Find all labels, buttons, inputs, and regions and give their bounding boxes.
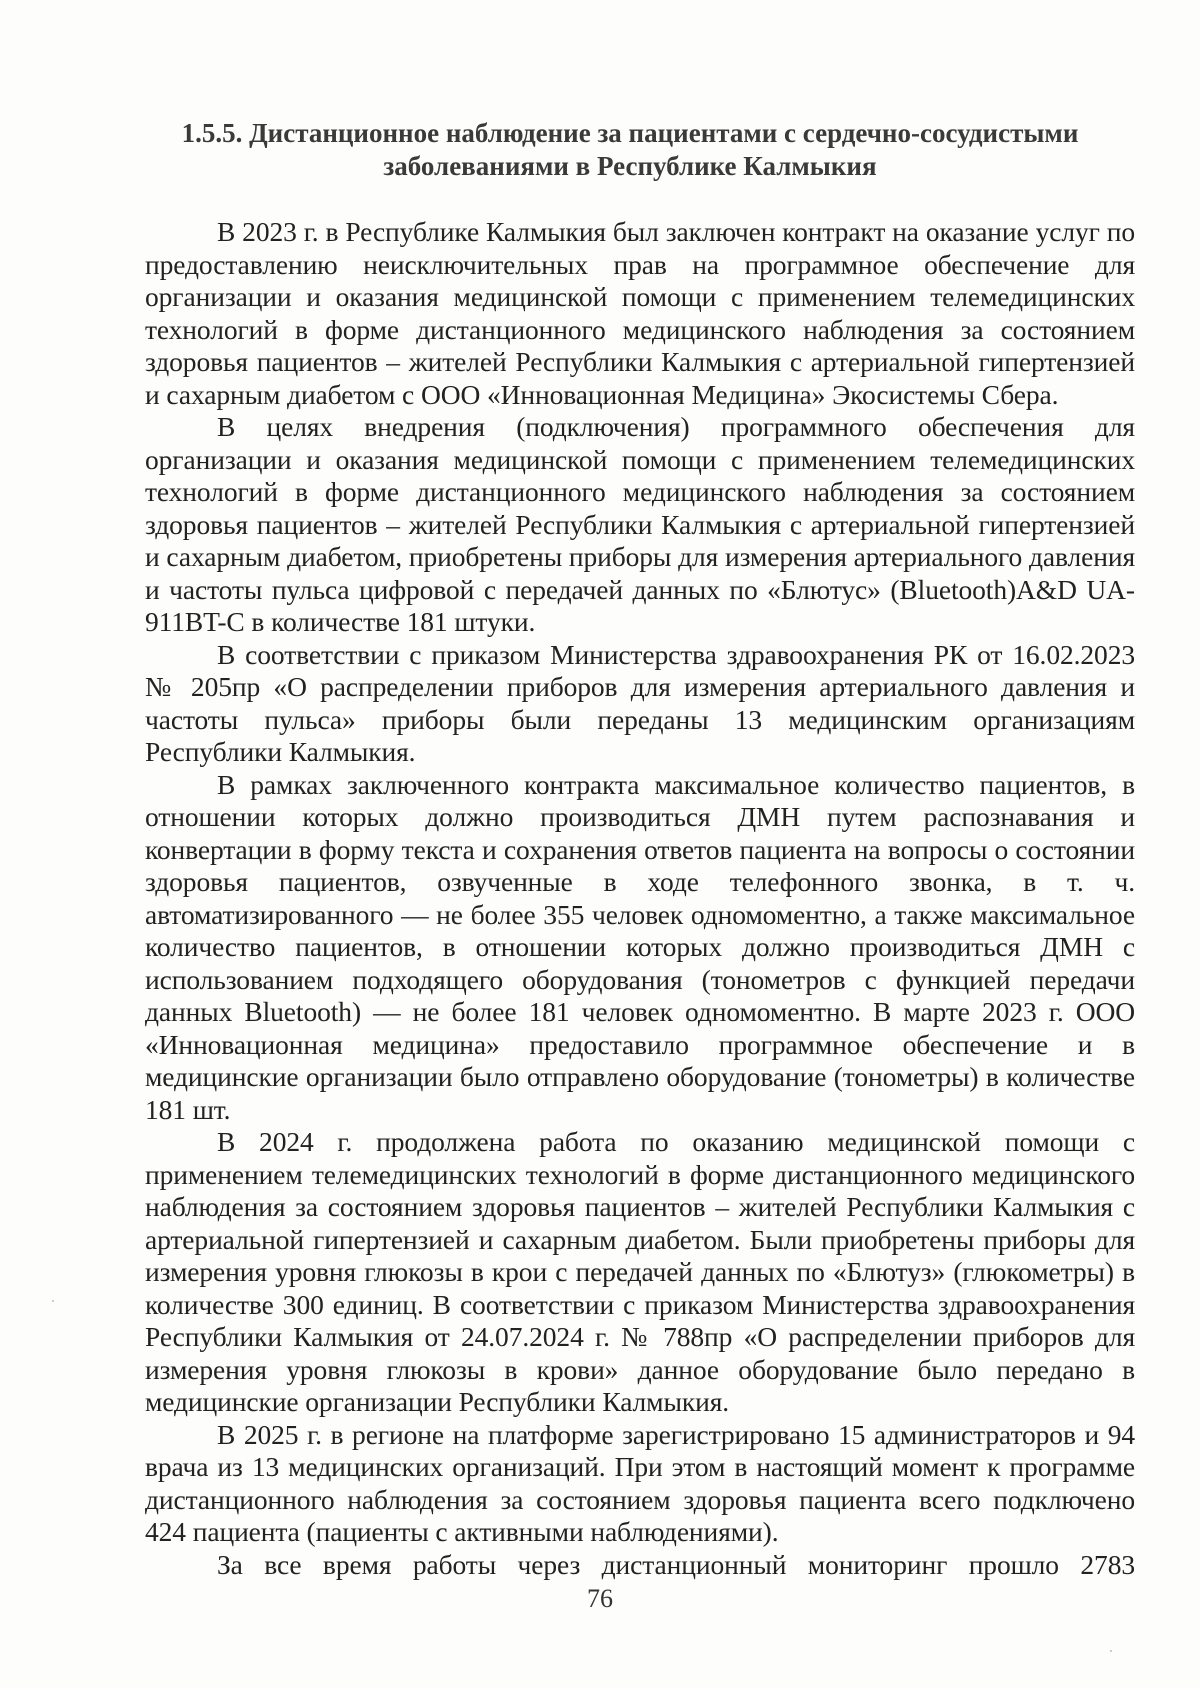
scan-speck [52, 1300, 54, 1302]
paragraph-4: В рамках заключенного контракта максимальное количество пациентов, в отношении которых должно производиться ДМН путем распознавания и конвертации в форму текста и сохранения ответов пациента на вопросы о состоянии здоровья пациентов, озвученные в ходе телефонного звонка, в т. ч. автоматизированного — не более 355 человек одномоментно, а также максимальное количество пациентов, в отношении которых должно производиться ДМН с использованием подходящего оборудования (тонометров с функцией передачи данных Bluetooth) — не более 181 человек одномоментно. В марте 2023 г. ООО «Инновационная медицина» предоставило программное обеспечение и в медицинские организации было отправлено оборудование (тонометры) в количестве 181 шт. [145, 768, 1135, 1125]
paragraph-6: В 2025 г. в регионе на платформе зарегистрировано 15 администраторов и 94 врача из 13 медицинских организаций. При этом в настоящий момент к программе дистанционного наблюдения за состоянием здоровья пациента всего подключено 424 пациента (пациенты с активными наблюдениями). [145, 1418, 1135, 1547]
section-heading [140, 117, 1120, 183]
paragraph-7: За все время работы через дистанционный мониторинг прошло 2783 [217, 1548, 1135, 1580]
section-title-part-1: Дистанционное наблюдение за пациентами с сердечно-сосудистыми [249, 118, 1079, 148]
page-number: 76 [587, 1584, 613, 1613]
document-body [145, 216, 1135, 1581]
heading-line-1 [140, 117, 1120, 150]
paragraph-1: В 2023 г. в Республике Калмыкия был заключен контракт на оказание услуг по предоставлению неисключительных прав на программное обеспечение для организации и оказания медицинской помощи с применением телемедицинских технологий в форме дистанционного медицинского наблюдения за состоянием здоровья пациентов – жителей Республики Калмыкия с артериальной гипертензией и сахарным диабетом с ООО «Инновационная Медицина» Экосистемы Сбера. [145, 216, 1135, 410]
paragraph-5: В 2024 г. продолжена работа по оказанию медицинской помощи с применением телемедицинских технологий в форме дистанционного медицинского наблюдения за состоянием здоровья пациентов – жителей Республики Калмыкия с артериальной гипертензией и сахарным диабетом. Были приобретены приборы для измерения уровня глюкозы в крои с передачей данных по «Блютуз» (глюкометры) в количестве 300 единиц. В соответствии с приказом Министерства здравоохранения Республики Калмыкия от 24.07.2024 г. № 788пр «О распределении приборов для измерения уровня глюкозы в крови» данное оборудование было передано в медицинские организации Республики Калмыкия. [145, 1126, 1135, 1417]
paragraph-3: В соответствии с приказом Министерства здравоохранения РК от 16.02.2023 № 205пр «О распределении приборов для измерения артериального давления и частоты пульса» приборы были переданы 13 медицинским организациям Республики Калмыкия. [145, 638, 1135, 767]
heading-line-2: заболеваниями в Республике Калмыкия [383, 151, 877, 181]
section-number: 1.5.5. [181, 118, 243, 148]
paragraph-2: В целях внедрения (подключения) программного обеспечения для организации и оказания медицинской помощи с применением телемедицинских технологий в форме дистанционного медицинского наблюдения за состоянием здоровья пациентов – жителей Республики Калмыкия с артериальной гипертензией и сахарным диабетом, приобретены приборы для измерения артериального давления и частоты пульса цифровой с передачей данных по «Блютус» (Bluetooth)A&D UA-911BT-C в количестве 181 штуки. [145, 411, 1135, 637]
scan-speck [1110, 1650, 1112, 1652]
